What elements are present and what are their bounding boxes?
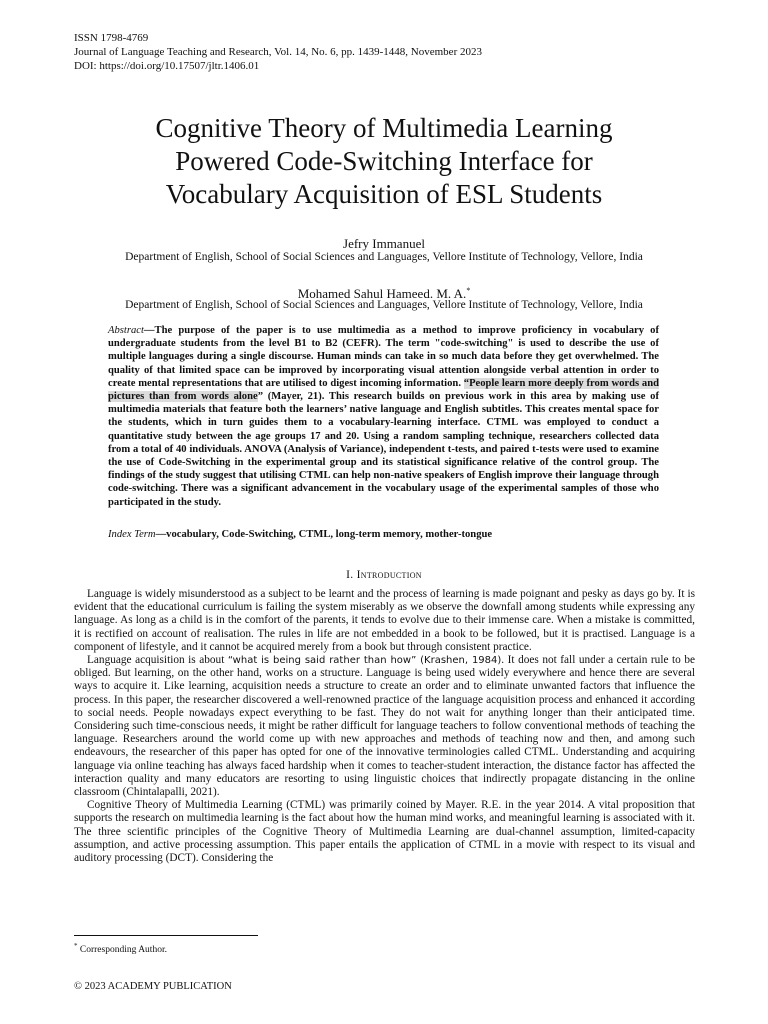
paragraph: Language is widely misunderstood as a subject to be learnt and the process of learning is made poignant and pesky as days go by. It is evident that the educational curriculum is failing the system miserably as we observe the downfall among students while expressing any language. As long as a child is in the comfort of the parents, it tends to evolve due to their immense care. When a mistake is committed, it is rectified on account of realisation. The rules in life are not embedded in a book to be followed, but it is practised. Language is a component of lifestyle, and it cannot be acquired merely from a book but through consistent practice. <box>74 588 695 653</box>
footnote-text: Corresponding Author. <box>77 945 167 955</box>
journal-citation: Journal of Language Teaching and Research, Vol. 14, No. 6, pp. 1439-1448, November 2023 <box>74 46 482 58</box>
abstract <box>108 324 659 509</box>
issn: ISSN 1798-4769 <box>74 32 149 44</box>
corresponding-marker: * <box>466 286 471 295</box>
krashen-quote: “what is being said rather than how” (Krashen, 1984) <box>227 655 502 667</box>
paper-title <box>0 112 768 211</box>
footnote-rule <box>74 935 258 936</box>
title-line-3: Vocabulary Acquisition of ESL Students <box>165 179 603 209</box>
journal-header <box>74 31 482 73</box>
paragraph: Cognitive Theory of Multimedia Learning (CTML) was primarily coined by Mayer. R.E. in the year 2014. A vital proposition that supports the research on multimedia learning is the fact about how the human mind works, and meaningful learning is associated with it. The three scientific principles of the Cognitive Theory of Multimedia Learning are dual-channel assumption, limited-capacity assumption, and active processing assumption. This paper entails the application of CTML in a movie with respect to its visual and auditory processing (DCT). Considering the <box>74 799 695 865</box>
abstract-text: —The purpose of the paper is to use multimedia as a method to improve proficiency in vocabulary of undergraduate students from the level B1 to B2 (CEFR). The term "code-switching" is used to describe the use of multiple languages during a single discourse. Human minds can take in so much data before they get overwhelmed. The quality of that limited space can be improved by incorporating visual attention alongside verbal attention in order to create mental representations that are utilised to digest incoming information. <box>108 325 659 389</box>
index-terms-text: —vocabulary, Code-Switching, CTML, long-term memory, mother-tongue <box>155 529 493 540</box>
abstract-label: Abstract <box>108 325 144 336</box>
title-line-1: Cognitive Theory of Multimedia Learning <box>155 113 613 143</box>
author-name: Jefry Immanuel <box>343 236 425 251</box>
doi: DOI: https://doi.org/10.17507/jltr.1406.01 <box>74 60 260 72</box>
paragraph-text: . It does not fall under a certain rule to be obliged. But learning, on the other hand, works on a structure. Language is being used widely everywhere and hence there are several ways to acquire it. Like learning, acquisition needs a structure to create an order and to eliminate unwanted factors that influence the process. In this paper, the researcher discovered a well-renowned practice of the language acquisition process and enhanced it according to social needs. People nowadays expect everything to be fast. They do not wait for anything longer than their anticipated time. Considering such time-conscious needs, it might be rather difficult for language teachers to follow conventional methods of teaching the language. Researchers around the world come up with new approaches and methods of teaching now and then, and among such endeavours, the researcher of this paper has opted for one of the innovative terminologies called CTML. Understanding and acquiring language via online teaching has always faced hardship when it comes to teacher-student interaction, the distance factor has affected the interaction quality and many educators are resorting to using linguistic choices that indirectly propagate distancing in the online classroom (Chintalapalli, 2021). <box>74 654 695 799</box>
title-line-2: Powered Code-Switching Interface for <box>175 146 593 176</box>
highlighted-quote[interactable]: “People learn more deeply from words and pictures than from words alone <box>108 377 659 403</box>
footnote-marker: * <box>74 942 78 950</box>
footnote <box>74 942 167 955</box>
author-name: Mohamed Sahul Hameed. M. A. <box>297 286 467 301</box>
section-title: Introduction <box>356 569 422 581</box>
index-terms-label: Index Term <box>108 529 156 540</box>
body-text <box>74 588 695 865</box>
publisher-footer: © 2023 ACADEMY PUBLICATION <box>74 981 232 992</box>
section-heading <box>0 569 768 581</box>
author-2-affiliation: Department of English, School of Social Sciences and Languages, Vellore Institute of Technology, Vellore, India <box>125 299 643 311</box>
paragraph-text: Language acquisition is about <box>87 654 228 667</box>
author-1-affiliation: Department of English, School of Social Sciences and Languages, Vellore Institute of Technology, Vellore, India <box>125 251 643 263</box>
paragraph <box>74 654 695 799</box>
abstract-text-continued: ” (Mayer, 21). This research builds on previous work in this area by making use of multimedia materials that feature both the learners’ native language and English subtitles. This creates mental space for the students, which in turn guides them to a vocabulary-learning interface. CTML was employed to conduct a quantitative study between the age groups 17 and 20. Using a random sampling technique, researchers collected data from a total of 40 individuals. ANOVA (Analysis of Variance), independent t-tests, and paired t-tests were used to examine the use of Code-Switching in the experimental group and its statistical significance relative of the control group. The findings of the study suggest that utilising CTML can help non-native speakers of English improve their language through code-switching. There was a significant advancement in the vocabulary usage of the experimental samples of those who participated in the study. <box>108 391 659 508</box>
index-terms <box>108 528 659 541</box>
section-number: I. <box>346 569 357 581</box>
